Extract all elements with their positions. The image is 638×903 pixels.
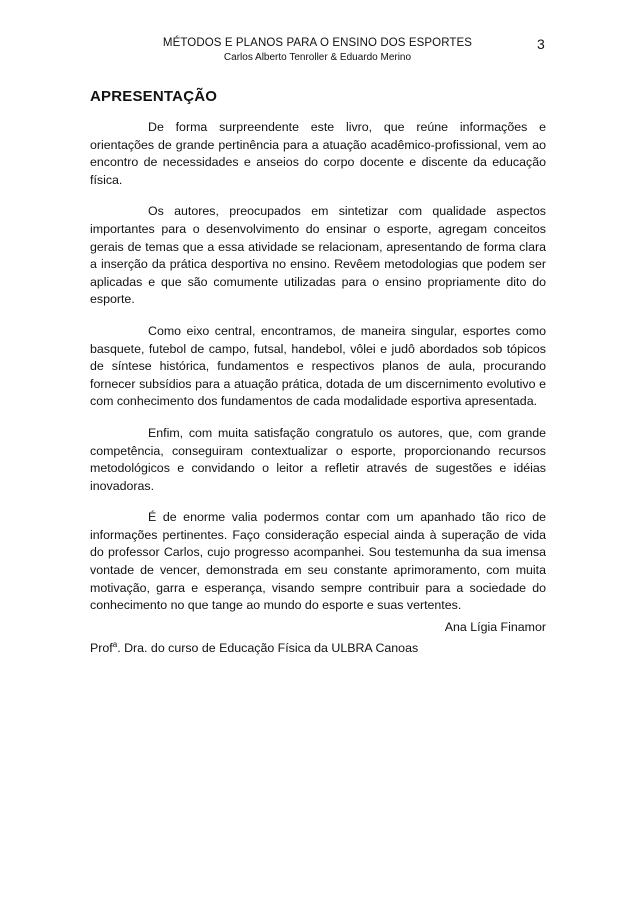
running-header [90, 36, 545, 65]
book-title: MÉTODOS E PLANOS PARA O ENSINO DOS ESPORTES [162, 37, 473, 49]
paragraph: Enfim, com muita satisfação congratulo os autores, que, com grande competência, conseguiram contextualizar o esporte, proporcionando recursos metodológicos e convidando o leitor a refletir através de sugestões e idéias inovadoras. [90, 425, 546, 493]
role-prefix: Prof [90, 641, 113, 656]
paragraph: Como eixo central, encontramos, de maneira singular, esportes como basquete, futebol de campo, futsal, handebol, vôlei e judô abordados sob tópicos de síntese histórica, fundamentos e respectivos planos de aula, procurando fornecer subsídios para a atuação prática, dotada de um discernimento evolutivo e com conhecimento dos fundamentos de cada modalidade esportiva apresentada. [90, 323, 546, 409]
book-authors: Carlos Alberto Tenroller & Eduardo Merino [223, 52, 412, 63]
signature-role [90, 636, 546, 658]
paragraph: De forma surpreendente este livro, que reúne informações e orientações de grande pertinência para a atuação acadêmico-profissional, vem ao encontro de necessidades e anseios do corpo docente e discente da educação física. [90, 120, 546, 187]
signature-name: Ana Lígia Finamor [444, 619, 546, 634]
paragraph: Os autores, preocupados em sintetizar com qualidade aspectos importantes para o desenvolvimento do ensinar o esporte, agregam conceitos gerais de temas que a essa atividade se relacionam, apresentando de forma clara a inserção da prática desportiva no ensino. Revêem metodologias que podem ser aplicadas e que são comumente utilizadas para o ensino propriamente dito do esporte. [90, 204, 546, 307]
role-superscript: a [112, 640, 118, 650]
page-body [90, 88, 546, 658]
paragraph: É de enorme valia podermos contar com um apanhado tão rico de informações pertinentes. Faço consideração especial ainda à superação de vida do professor Carlos, cujo progresso acompanhei. Sou testemunha da sua imensa vontade de vencer, demonstrada em seu constante aprimoramento, com muita motivação, garra e esperança, visando sempre contribuir para a sociedade do conhecimento no que tange ao mundo do esporte e suas vertentes. [90, 510, 546, 613]
role-rest: . Dra. do curso de Educação Física da ULBRA Canoas [117, 641, 419, 656]
section-title: APRESENTAÇÃO [90, 88, 218, 105]
page-number: 3 [537, 36, 545, 52]
